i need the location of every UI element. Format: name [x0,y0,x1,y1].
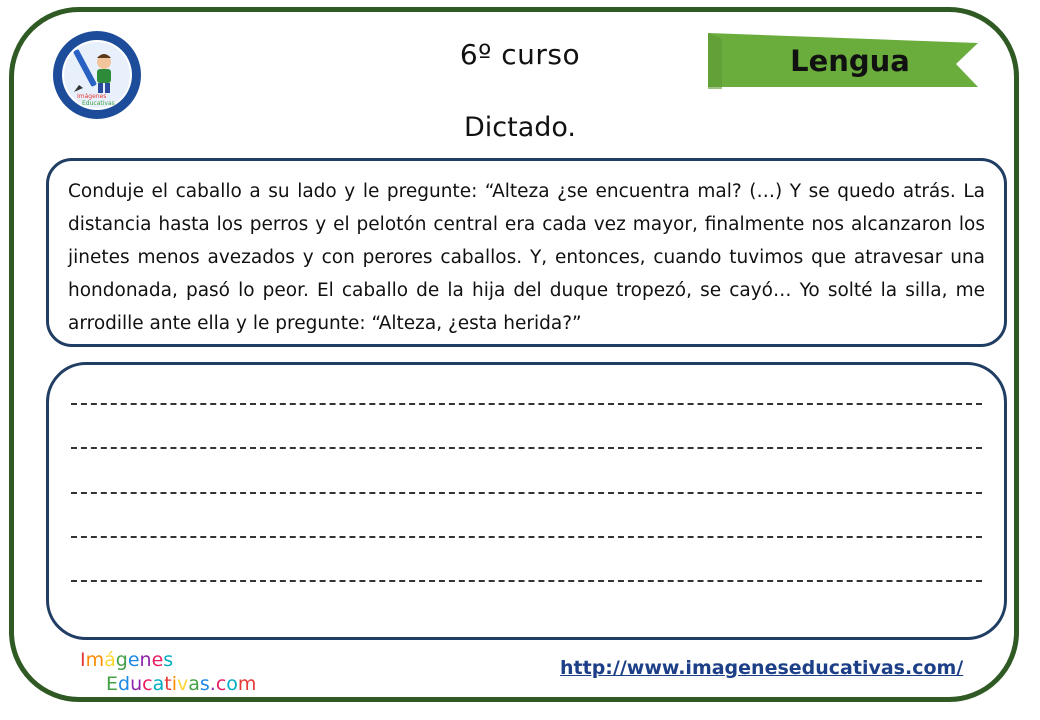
brand-letter: a [188,673,200,695]
brand-letter: m [85,649,105,671]
svg-text:Educativas: Educativas [82,100,115,107]
brand-letter: s [199,673,210,695]
svg-text:Imágenes: Imágenes [77,93,107,100]
brand-letter: E [106,673,119,695]
brand-logo [80,648,280,698]
page-title: Dictado. [463,112,577,143]
subject-label: Lengua [790,44,910,78]
brand-letter: a [152,673,165,695]
brand-letter: t [164,673,172,695]
brand-letter: e [151,649,164,671]
brand-letter: c [215,673,227,695]
site-url-link[interactable]: http://www.imageneseducativas.com/ [560,657,964,679]
brand-letter: g [115,649,128,671]
brand-letter: o [226,673,238,695]
dictation-text: Conduje el caballo a su lado y le pregunte: “Alteza ¿se encuentra mal? (…) Y se quedo atrás. La distancia hasta los perros y el pelotón central era cada vez mayor, finalmente nos alcanzaron los jinetes menos avezados y con perores caballos. Y, entonces, cuando tuvimos que atravesar una hondonada, pasó lo peor. El caballo de la hija del duque tropezó, se cayó… Yo solté la silla, me arrodille ante ella y le pregunte: “Alteza, ¿esta herida?” [68,181,985,334]
brand-letter: d [118,673,131,695]
brand-letter: . [209,673,216,695]
writing-line[interactable] [71,403,982,405]
dictation-box [46,158,1007,347]
brand-word-educativas [80,672,280,696]
writing-line[interactable] [71,492,982,494]
writing-line[interactable] [71,536,982,538]
brand-letter: m [237,673,257,695]
brand-letter: n [139,649,152,671]
brand-letter: i [171,673,177,695]
writing-line[interactable] [71,447,982,449]
brand-letter: á [104,649,116,671]
logo-badge [52,30,142,120]
course-label: 6º curso [459,38,581,71]
answer-area [46,362,1007,640]
brand-letter: e [127,649,140,671]
brand-letter: s [163,649,174,671]
brand-letter: c [142,673,153,695]
brand-letter: u [130,673,143,695]
writing-line[interactable] [71,580,982,582]
brand-letter: I [80,649,86,671]
brand-word-imagenes [80,648,280,672]
brand-letter: v [176,673,189,695]
